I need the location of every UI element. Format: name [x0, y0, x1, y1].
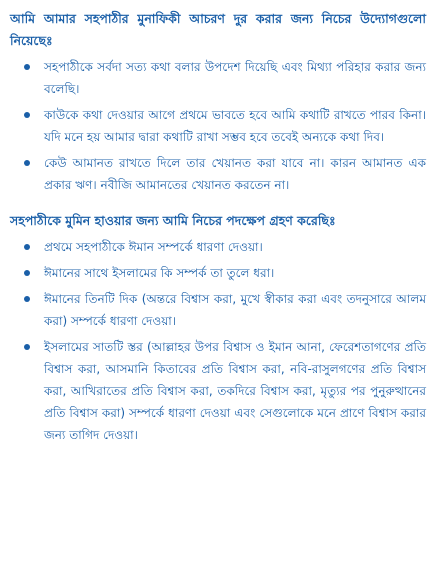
remedies-list: [10, 56, 426, 196]
bullet-dot-icon: [24, 296, 30, 302]
list-item-text: ঈমানের সাথে ইসলামের কি সম্পর্ক তা তুলে ধরা।: [44, 266, 275, 280]
bullet-dot-icon: [24, 160, 30, 166]
list-item: [10, 336, 426, 446]
bullet-dot-icon: [24, 344, 30, 350]
list-item-text: ঈমানের তিনটি দিক (অন্তরে বিশ্বাস করা, মুখে স্বীকার করা এবং তদনুসারে আলম করা) সম্পর্কে ধারণা দেওয়া।: [44, 292, 426, 328]
section-heading-remedies: আমি আমার সহপাঠীর মুনাফিকী আচরণ দুর করার জন্য নিচের উদ্যোগগুলো নিয়েছেঃ: [10, 11, 426, 48]
steps-list: [10, 236, 426, 446]
list-item-text: কেউ আমানত রাখতে দিলে তার খেয়ানত করা যাবে না। কারন আমানত এক প্রকার ঋণ। নবীজি আমানতের খেয়ানত করতেন না।: [44, 156, 426, 192]
list-item-text: প্রথমে সহপাঠীকে ঈমান সম্পর্কে ধারণা দেওয়া।: [44, 240, 263, 254]
bullet-dot-icon: [24, 112, 30, 118]
list-item-text: কাউকে কথা দেওয়ার আগে প্রথমে ভাবতে হবে আমি কথাটি রাখতে পারব কিনা। যদি মনে হয় আমার দ্বারা কথাটি রাখা সম্ভব হবে তবেই অন্যকে কথা দিব।: [44, 108, 426, 144]
bullet-dot-icon: [24, 270, 30, 276]
bullet-dot-icon: [24, 244, 30, 250]
list-item: [10, 288, 426, 332]
section-heading-steps: সহপাঠীকে মুমিন হাওয়ার জন্য আমি নিচের পদক্ষেপ গ্রহণ করেছিঃ: [10, 213, 336, 228]
list-item: [10, 152, 426, 196]
list-item-text: ইসলামের সাতটি স্তর (আল্লাহর উপর বিশ্বাস ও ইমান আনা, ফেরেশতাগণের প্রতি বিশ্বাস করা, আসমানি কিতাবের প্রতি বিশ্বাস করা, নবি-রাসুলগণের প্রতি বিশ্বাস করা, আখিরাতের প্রতি বিশ্বাস করা, তকদিরে বিশ্বাস করা, মৃত্যুর পর পুনুরুত্থানের প্রতি বিশ্বাস করা) সম্পর্কে ধারণা দেওয়া এবং সেগুলোকে মনে প্রাণে বিশ্বাস করার জন্য তাগিদ দেওয়া।: [44, 340, 426, 442]
list-item: [10, 262, 426, 284]
list-item: [10, 56, 426, 100]
bullet-dot-icon: [24, 64, 30, 70]
list-item: [10, 104, 426, 148]
list-item-text: সহপাঠীকে সর্বদা সত্য কথা বলার উপদেশ দিয়েছি এবং মিথ্যা পরিহার করার জন্য বলেছি।: [44, 60, 426, 96]
list-item: [10, 236, 426, 258]
